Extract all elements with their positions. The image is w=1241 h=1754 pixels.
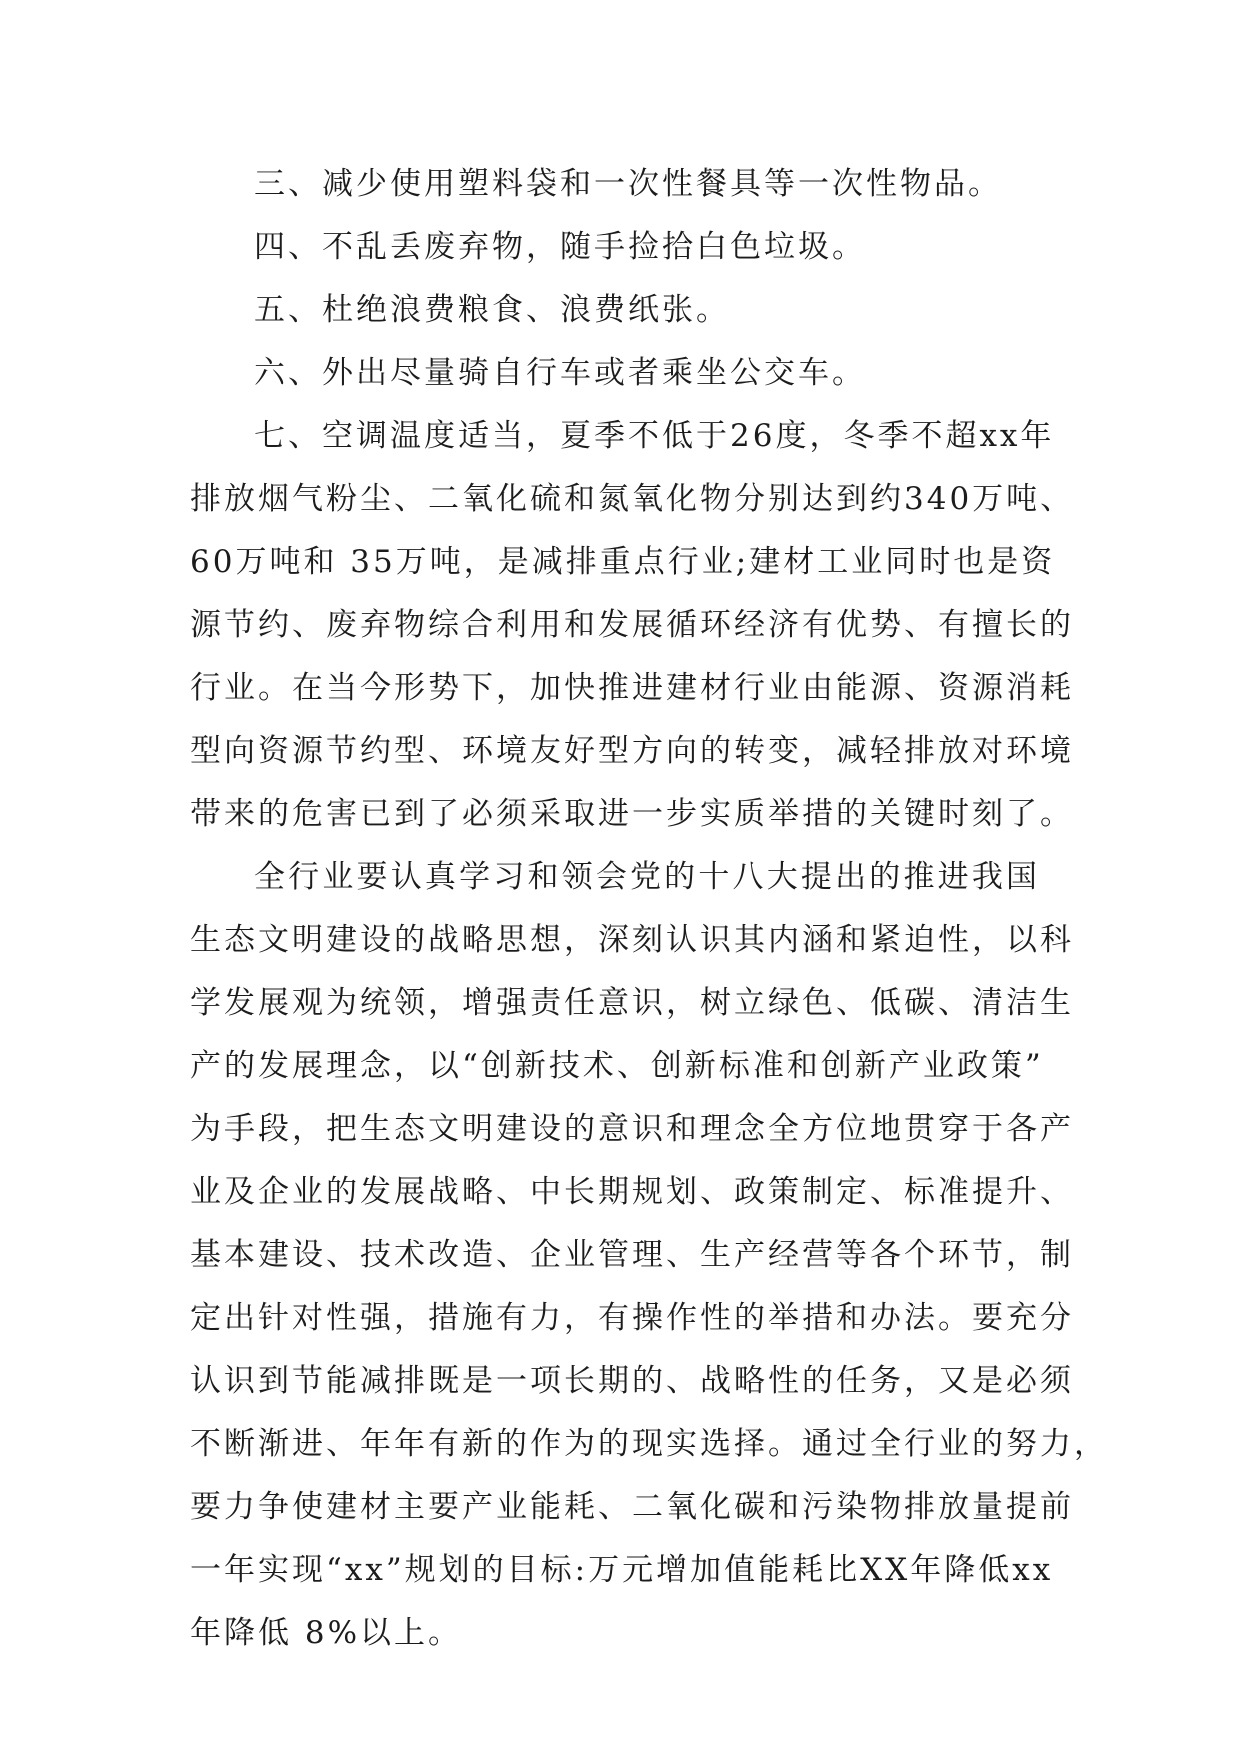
body-line-last: 年降低 8%以上。	[190, 1615, 463, 1651]
body-line: 基本建设、技术改造、企业管理、生产经营等各个环节，制	[190, 1237, 1074, 1273]
body-line: 60万吨和 35万吨，是减排重点行业;建材工业同时也是资	[190, 544, 1056, 580]
body-line: 认识到节能减排既是一项长期的、战略性的任务，又是必须	[190, 1363, 1074, 1399]
body-line: 排放烟气粉尘、二氧化硫和氮氧化物分别达到约340万吨、	[190, 481, 1075, 517]
list-item-4: 四、不乱丢废弃物，随手捡拾白色垃圾。	[254, 229, 866, 265]
list-item-7: 七、空调温度适当，夏季不低于26度，冬季不超xx年	[254, 418, 1055, 454]
body-line: 不断渐进、年年有新的作为的现实选择。通过全行业的努力，	[190, 1426, 1108, 1462]
body-line: 产的发展理念，以“创新技术、创新标准和创新产业政策”	[190, 1048, 1044, 1084]
paragraph-start: 全行业要认真学习和领会党的十八大提出的推进我国	[254, 859, 1040, 895]
body-line: 为手段，把生态文明建设的意识和理念全方位地贯穿于各产	[190, 1111, 1074, 1147]
body-line: 行业。在当今形势下，加快推进建材行业由能源、资源消耗	[190, 670, 1074, 706]
body-line: 学发展观为统领，增强责任意识，树立绿色、低碳、清洁生	[190, 985, 1074, 1021]
body-line: 定出针对性强，措施有力，有操作性的举措和办法。要充分	[190, 1300, 1074, 1336]
body-line: 业及企业的发展战略、中长期规划、政策制定、标准提升、	[190, 1174, 1074, 1210]
body-line: 源节约、废弃物综合利用和发展循环经济有优势、有擅长的	[190, 607, 1074, 643]
body-line: 一年实现“xx”规划的目标:万元增加值能耗比XX年降低xx	[190, 1552, 1054, 1588]
body-line: 型向资源节约型、环境友好型方向的转变，减轻排放对环境	[190, 733, 1074, 769]
list-item-5: 五、杜绝浪费粮食、浪费纸张。	[254, 292, 730, 328]
body-line: 带来的危害已到了必须采取进一步实质举措的关键时刻了。	[190, 796, 1074, 832]
body-line: 要力争使建材主要产业能耗、二氧化碳和污染物排放量提前	[190, 1489, 1074, 1525]
list-item-6: 六、外出尽量骑自行车或者乘坐公交车。	[254, 355, 866, 391]
list-item-3: 三、减少使用塑料袋和一次性餐具等一次性物品。	[254, 166, 1002, 202]
body-line: 生态文明建设的战略思想，深刻认识其内涵和紧迫性，以科	[190, 922, 1074, 958]
